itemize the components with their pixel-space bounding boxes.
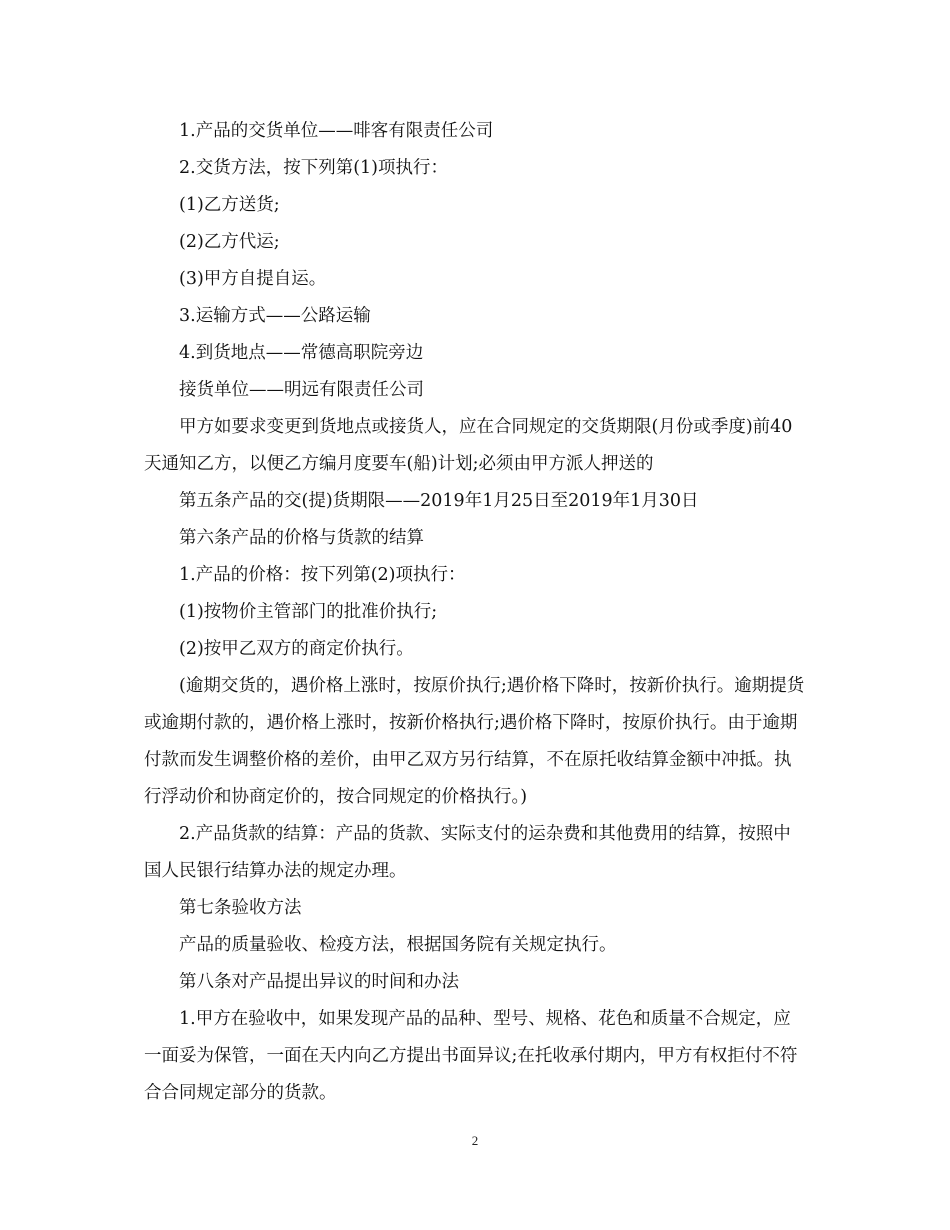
paragraph-delivery-method: 2.交货方法，按下列第(1)项执行： <box>179 158 448 178</box>
paragraph-receiving-unit: 接货单位——明远有限责任公司 <box>179 380 424 400</box>
paragraph-payment-settlement: 2.产品货款的结算：产品的货款、实际支付的运杂费和其他费用的结算，按照中国人民银行结算办法的规定办理。 <box>144 824 791 881</box>
paragraph-option-seller-shipping: (2)乙方代运; <box>179 232 280 252</box>
paragraph-overdue-pricing: (逾期交货的，遇价格上涨时，按原价执行;遇价格下降时，按新价执行。逾期提货或逾期付款的，遇价格上涨时，按新价格执行;遇价格下降时，按原价执行。由于逾期付款而发生调整价格的差价，由甲乙双方另行结算，不在原托收结算金额中冲抵。执行浮动价和协商定价的，按合同规定的价格执行。) <box>144 676 805 807</box>
page-number: 2 <box>471 1133 479 1148</box>
paragraph-transport-mode: 3.运输方式——公路运输 <box>179 306 371 326</box>
paragraph-product-price: 1.产品的价格：按下列第(2)项执行： <box>179 565 466 585</box>
paragraph-option-seller-delivery: (1)乙方送货; <box>179 195 280 215</box>
paragraph-objection-procedure: 1.甲方在验收中，如果发现产品的品种、型号、规格、花色和质量不合规定，应一面妥为保管，一面在天内向乙方提出书面异议;在托收承付期内，甲方有权拒付不符合合同规定部分的货款。 <box>144 1009 798 1103</box>
paragraph-inspection-method: 产品的质量验收、检疫方法，根据国务院有关规定执行。 <box>179 935 617 955</box>
paragraph-delivery-unit: 1.产品的交货单位——啡客有限责任公司 <box>179 121 494 141</box>
paragraph-price-option-1: (1)按物价主管部门的批准价执行; <box>179 602 438 622</box>
paragraph-change-notice: 甲方如要求变更到货地点或接货人，应在合同规定的交货期限(月份或季度)前40天通知乙方，以便乙方编月度要车(船)计划;必须由甲方派人押送的 <box>144 417 793 474</box>
document-body <box>144 113 808 1112</box>
paragraph-article-5: 第五条产品的交(提)货期限——2019年1月25日至2019年1月30日 <box>179 491 699 511</box>
paragraph-arrival-location: 4.到货地点——常德高职院旁边 <box>179 343 424 363</box>
paragraph-option-buyer-pickup: (3)甲方自提自运。 <box>179 269 327 289</box>
paragraph-article-7-title: 第七条验收方法 <box>179 898 302 918</box>
paragraph-article-6-title: 第六条产品的价格与货款的结算 <box>179 528 424 548</box>
paragraph-article-8-title: 第八条对产品提出异议的时间和办法 <box>179 972 459 992</box>
paragraph-price-option-2: (2)按甲乙双方的商定价执行。 <box>179 639 414 659</box>
